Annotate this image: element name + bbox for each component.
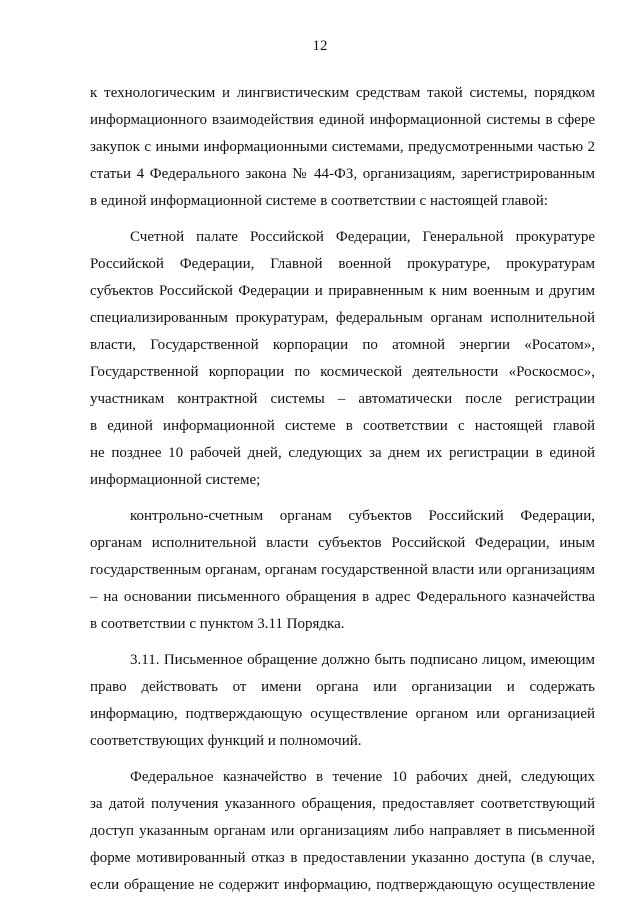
text-line: к технологическим и лингвистическим средствам такой системы, порядком [90, 85, 595, 101]
text-line: Государственной корпорации по космической деятельности «Роскосмос», [90, 364, 595, 380]
text-line: субъектов Российской Федерации и приравненным к ним военным и другим [90, 283, 595, 299]
text-line: за датой получения указанного обращения, предоставляет соответствующий [90, 796, 595, 812]
text-line: Российской Федерации, Главной военной прокуратуре, прокуратурам [90, 256, 595, 272]
text-line: Счетной палате Российской Федерации, Генеральной прокуратуре [130, 229, 595, 245]
text-line: в единой информационной системе в соответствии с настоящей главой [90, 418, 595, 434]
document-body [90, 80, 595, 908]
text-line: органам исполнительной власти субъектов Российской Федерации, иным [90, 535, 595, 551]
text-line: закупок с иными информационными системами, предусмотренными частью 2 [90, 139, 595, 155]
text-line: в единой информационной системе в соответствии с настоящей главой: [90, 193, 548, 209]
text-line: форме мотивированный отказ в предоставлении указанно доступа (в случае, [90, 850, 595, 866]
text-line: право действовать от имени органа или организации и содержать [90, 679, 595, 695]
paragraph [90, 647, 595, 755]
text-line: информационного взаимодействия единой информационной системы в сфере [90, 112, 595, 128]
text-line: информационной системе; [90, 472, 261, 488]
text-line: власти, Государственной корпорации по атомной энергии «Росатом», [90, 337, 595, 353]
paragraph [90, 80, 595, 215]
page-number: 12 [312, 38, 328, 54]
paragraph [90, 764, 595, 899]
text-line: Федеральное казначейство в течение 10 рабочих дней, следующих [130, 769, 595, 785]
text-line: информацию, подтверждающую осуществление органом или организацией [90, 706, 595, 722]
text-line: участникам контрактной системы – автоматически после регистрации [90, 391, 595, 407]
text-line: не позднее 10 рабочей дней, следующих за днем их регистрации в единой [90, 445, 595, 461]
text-line: 3.11. Письменное обращение должно быть подписано лицом, имеющим [130, 652, 595, 668]
text-line: – на основании письменного обращения в адрес Федерального казначейства [90, 589, 595, 605]
text-line: в соответствии с пунктом 3.11 Порядка. [90, 616, 345, 632]
text-line: соответствующих функций и полномочий. [90, 733, 362, 749]
text-line: статьи 4 Федерального закона № 44-ФЗ, организациям, зарегистрированным [90, 166, 595, 182]
paragraph [90, 503, 595, 638]
text-line: если обращение не содержит информацию, подтверждающую осуществление [90, 877, 595, 893]
paragraph [90, 224, 595, 494]
text-line: контрольно-счетным органам субъектов Российский Федерации, [130, 508, 595, 524]
text-line: государственным органам, органам государственной власти или организациям [90, 562, 595, 578]
text-line: доступ указанным органам или организациям либо направляет в письменной [90, 823, 595, 839]
text-line: специализированным прокуратурам, федеральным органам исполнительной [90, 310, 595, 326]
